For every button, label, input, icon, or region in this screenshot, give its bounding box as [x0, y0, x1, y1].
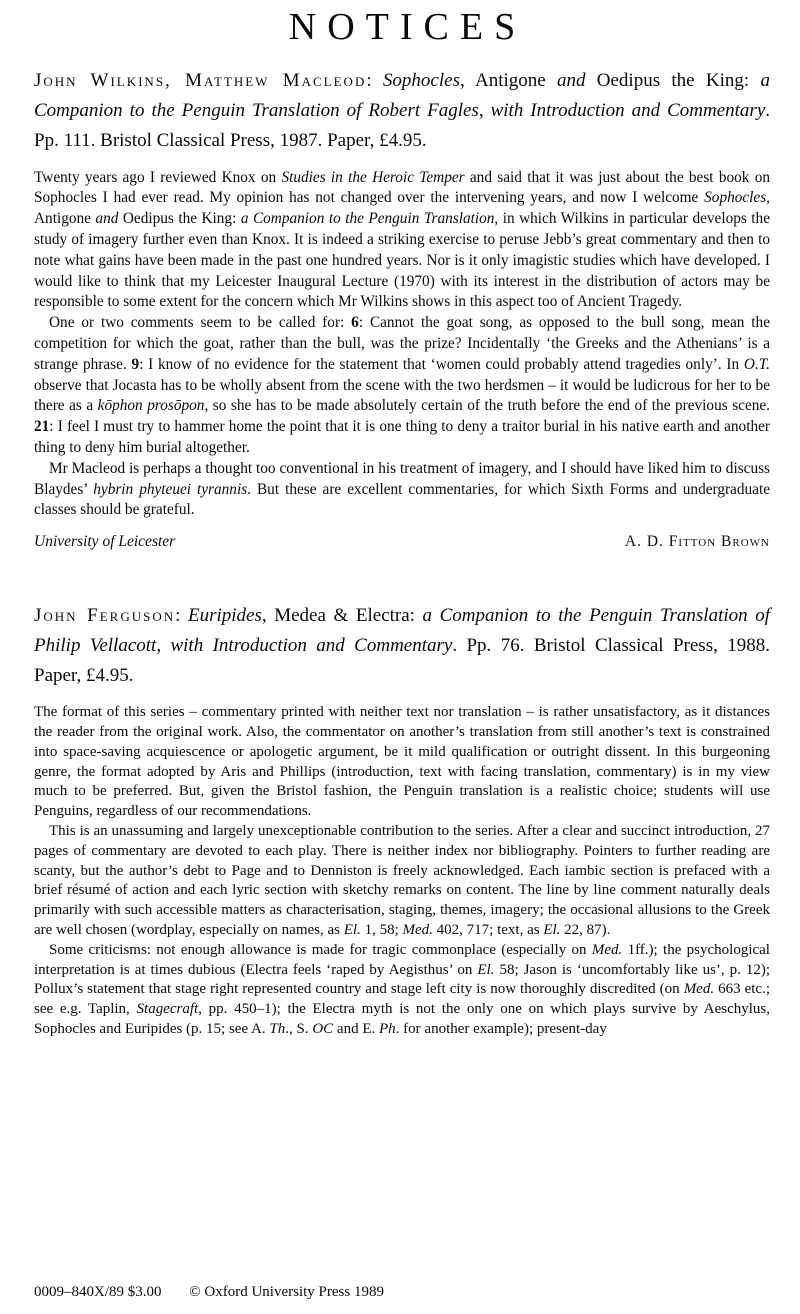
review-wilkins-macleod [34, 66, 770, 552]
review-heading: John Ferguson: Euripides, Medea & Electra: a Companion to the Penguin Translation of Philip Vellacott, with Introduction and Commentary. Pp. 76. Bristol Classical Press, 1988. Paper, £4.95. [34, 605, 770, 687]
reviewer-name: A. D. Fitton Brown [624, 533, 770, 551]
review-paragraph: The format of this series – commentary printed with neither text nor translation – is rather unsatisfactory, as it distances the reader from the original work. Also, the commentator on another’s translation from still another’s text is constrained into space-saving acquiescence or apologetic argument, be it mild qualification or outright dissent. In this burgeoning genre, the format adopted by Aris and Phillips (introduction, text with facing translation, commentary) is in my view much to be preferred. But, given the Bristol fashion, the Penguin translation is a realistic choice; students will use Penguins, regardless of our recommendations. [34, 704, 770, 820]
review-paragraph: Mr Macleod is perhaps a thought too conventional in his treatment of imagery, and I should have liked him to discuss Blaydes’ hybrin phyteuei tyrannis. But these are excellent commentaries, for which Sixth Forms and undergraduate classes should be grateful. [34, 459, 770, 519]
review-ferguson [34, 601, 770, 1040]
review-heading: John Wilkins, Matthew Macleod: Sophocles, Antigone and Oedipus the King: a Companion to the Penguin Translation of Robert Fagles, with Introduction and Commentary. Pp. 111. Bristol Classical Press, 1987. Paper, £4.95. [34, 69, 770, 151]
issn-price-code: 0009–840X/89 $3.00 [34, 1284, 162, 1300]
review-paragraph: This is an unassuming and largely unexceptionable contribution to the series. After a clear and succinct introduction, 27 pages of commentary are devoted to each play. There is neither index nor bibliography. Pointers to further reading are scanty, but the author’s debt to Page and to Denniston is freely acknowledged. Each iambic section is prefaced with a brief résumé of action and each lyric section with sketchy remarks on content. The line by line comment naturally deals primarily with such accessible matters as characterisation, staging, themes, imagery; the occasional allusions to the Greek are well chosen (wordplay, especially on names, as El. 1, 58; Med. 402, 717; text, as El. 22, 87). [34, 823, 770, 938]
review-paragraph: One or two comments seem to be called for: 6: Cannot the goat song, as opposed to the bull song, mean the competition for which the goat, rather than the bull, was the prize? Incidentally ‘the Greeks and the Athenians’ is a strange phrase. 9: I know of no evidence for the statement that ‘women could probably attend tragedies only’. In O.T. observe that Jocasta has to be wholly absent from the scene with the two herdsmen – it would be ludicrous for her to be there as a kōphon prosōpon, so she has to be made absolutely certain of the truth before the end of the previous scene. 21: I feel I must try to hammer home the point that it is one thing to deny a traitor burial in his native earth and another thing to deny him burial altogether. [34, 314, 770, 457]
review-paragraph: Twenty years ago I reviewed Knox on Studies in the Heroic Temper and said that it was just about the best book on Sophocles I had ever read. My opinion has not changed over the intervening years, and now I welcome Sophocles, Antigone and Oedipus the King: a Companion to the Penguin Translation, in which Wilkins in particular develops the study of imagery further even than Knox. It is indeed a striking exercise to peruse Jebb’s great commentary and then to note what gains have been made in the past one hundred years. Nor is it only imagistic studies which have developed. I would like to think that my Leicester Inaugural Lecture (1970) with its interest in the distribution of actors may be responsible to some extent for the concern which Mr Wilkins shows in this aspect too of Ancient Tragedy. [34, 168, 770, 311]
signature-row [34, 533, 770, 551]
review-paragraph: Some criticisms: not enough allowance is made for tragic commonplace (especially on Med. 1ff.); the psychological interpretation is at times dubious (Electra feels ‘raped by Aegisthus’ on El. 58; Jason is ‘uncomfortably like us’, p. 12); Pollux’s statement that stage right represented country and stage left city is now thoroughly discredited (on Med. 663 etc.; see e.g. Taplin, Stagecraft, pp. 450–1); the Electra myth is not the only one on which plays survive by Aeschylus, Sophocles and Euripides (p. 15; see A. Th., S. OC and E. Ph. for another example); present-day [34, 941, 770, 1037]
copyright-notice: © Oxford University Press 1989 [189, 1284, 384, 1300]
page-footer [34, 1284, 384, 1301]
reviewer-affiliation: University of Leicester [34, 533, 176, 551]
page-title: NOTICES [288, 6, 527, 48]
